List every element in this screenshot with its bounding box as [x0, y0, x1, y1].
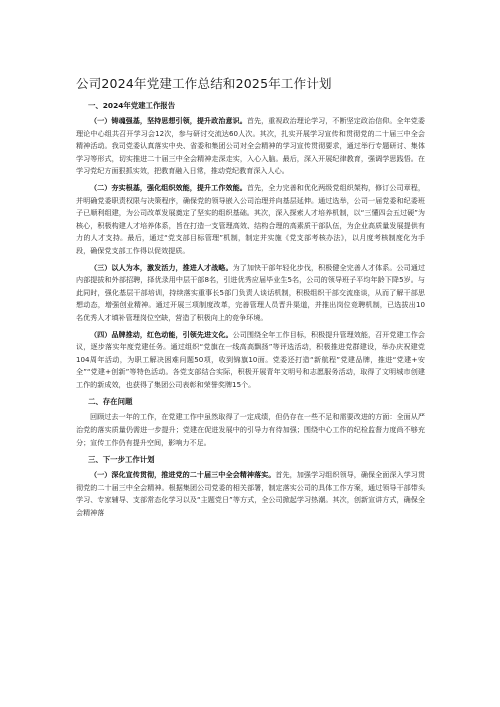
paragraph-lead: （一）铸魂强基，坚持思想引领，提升政治意识。	[90, 116, 247, 125]
paragraph-text: 公司围绕全年工作目标，积极提升管理效能，召开党建工作会议，逐步落实年度党建任务。通过组织“党旗在一线高高飘扬”等评选活动，积极推进党群建设，举办庆祝建党104周年活动，为职工解决困难问题50项，收到锦旗10面。党委还打造“新航程”党建品牌，推进“党建+安全”“党建+创新”等特色活动。各党支部结合实际，积极开展青年文明号和志愿服务活动，取得了文明城市创建工作的新成效，也获得了集团公司表彰和荣誉奖牌15个。	[76, 329, 426, 389]
paragraph-lead: （四）品牌推动，红色动能，引领先进文化。	[90, 329, 233, 339]
document-body	[76, 100, 425, 524]
paragraph-text: 为了加快干部年轻化步伐，积极健全完善人才体系。公司通过内部提拔和外部招聘，择优录用中层干部8名，引进优秀应届毕业生5名，公司的领导班子平均年龄下降5岁。与此同时，强化基层干部培训，持续落实重事长5部门负责人谈话机制，积极组织干部交流座谈，从而了解干部思想动态，增强创业精神。通过开展三项制度改革，完善管理人员晋升渠道，并推出岗位竞聘机制，已选拔出10名优秀人才填补管理岗位空缺，营造了积极向上的竞争环境。	[76, 262, 426, 322]
section-1-paragraph-1	[76, 115, 425, 178]
paragraph-text: 首先，加强学习组织领导，确保全面深入学习贯彻党的二十届三中全会精神。根据集团公司党委的相关部署，制定落实公司的具体工作方案，通过领导干部带头学习、专家辅导、支部常态化学习以及“主题党日”等方式，全公司掀起学习热潮。其次，创新宣讲方式，确保全会精神落	[76, 470, 426, 518]
paragraph-text: 首先，全力完善和优化两级党组织架构，修订公司章程，并明确党委职责权限与决策程序，确保党的领导嵌入公司治理并向基层延伸。通过选举，公司一届党委和纪委班子已顺利组建，为公司改革发展奠定了坚实的组织基础。其次，深入探索人才培养机制，以“三懂四会五过硬”为核心，积极构建人才培养体系，旨在打造一支管理高效、结构合理的高素质干部队伍，为企业高质量发展提供有力的人才支持。最后，通过“党支部目标管理”机制，制定并实施《党支部考核办法》，以月度考核制度化为手段，确保党支部工作得以促效提质。	[76, 182, 426, 255]
paragraph-lead: （二）夯实根基，强化组织效能，提升工作效能。	[90, 182, 247, 192]
section-1-heading: 一、2024年党建工作报告	[88, 101, 176, 110]
paragraph-text: 首先，重视政治理论学习，不断坚定政治信仰。全年党委理论中心组共召开学习会12次，参与研讨交流达60人次。其次，扎实开展学习宣传和贯彻党的二十届三中全会精神活动。我司党委认真落实中央、省委和集团公司对全会精神的学习宣传贯彻要求，通过举行专题研讨、集体学习等形式，切实推进二十届三中全会精神走深走实，入心入脑。最后，深入开展纪律教育，强调学思践悟。在学习党纪方面狠抓实效，把教育融入日常，推动党纪教育深入人心。	[76, 116, 426, 176]
paragraph-lead: （一）深化宣传贯彻，推进党的二十届三中全会精神落实。	[90, 470, 276, 480]
section-2-paragraph-1: 回顾过去一年的工作，在党建工作中虽然取得了一定成绩，但仍存在一些不足和需要改进的方面：全面从严治党的落实质量仍需进一步提升；党建在促进发展中的引导力有待加强；围绕中心工作的纪检监督力度尚不够充分；宣传工作仍有提升空间，影响力不足。	[76, 412, 425, 447]
section-3-heading: 三、下一步工作计划	[88, 455, 155, 465]
section-1-paragraph-4	[76, 329, 425, 392]
section-1-paragraph-2	[76, 182, 425, 258]
section-1-paragraph-3	[76, 262, 425, 325]
document-title: 公司2024年党建工作总结和2025年工作计划	[76, 76, 332, 91]
paragraph-lead: （三）以人为本，激发活力，推进人才战略。	[90, 262, 233, 272]
section-3-paragraph-1	[76, 469, 425, 519]
section-2-heading: 二、存在问题	[88, 397, 133, 407]
